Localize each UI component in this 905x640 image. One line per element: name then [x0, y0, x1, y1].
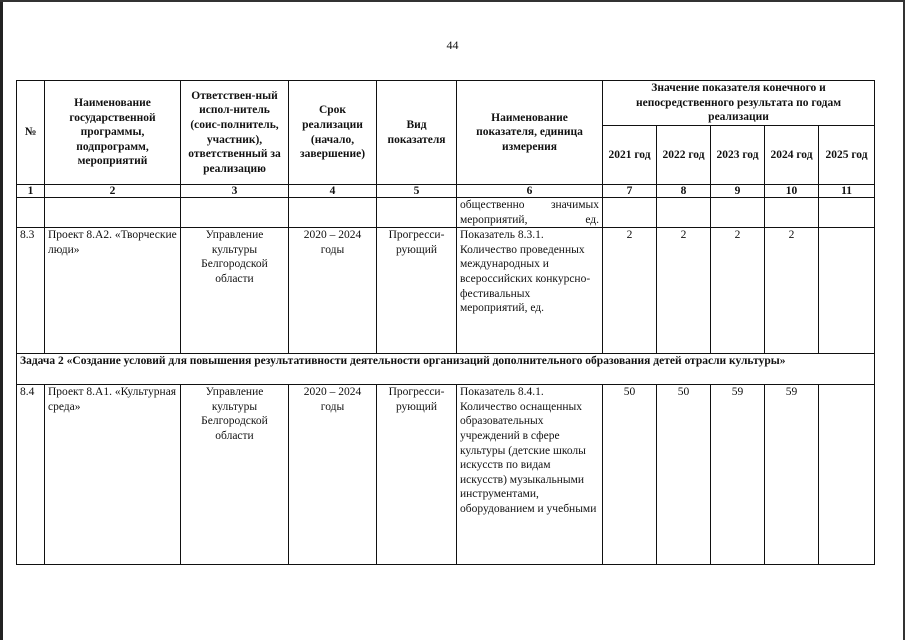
- row-value: [819, 228, 875, 354]
- row-value: 2: [657, 228, 711, 354]
- row-value: 2: [765, 228, 819, 354]
- row-executor: Управление культуры Белгородской области: [181, 228, 289, 354]
- header-executor: Ответствен-ный испол-нитель (соис-полнитель, участник), ответственный за реализацию: [181, 81, 289, 185]
- row-executor: Управление культуры Белгородской области: [181, 385, 289, 565]
- header-year: 2021 год: [603, 126, 657, 185]
- row-value: 2: [603, 228, 657, 354]
- column-number: 2: [45, 185, 181, 198]
- row-value: 50: [603, 385, 657, 565]
- row-type: Прогресси-рующий: [377, 228, 457, 354]
- row-num: 8.4: [17, 385, 45, 565]
- row-program: Проект 8.А1. «Культурная среда»: [45, 385, 181, 565]
- column-number: 7: [603, 185, 657, 198]
- page-number: 44: [446, 38, 459, 52]
- column-number: 9: [711, 185, 765, 198]
- header-year: 2025 год: [819, 126, 875, 185]
- header-indicator: Наименование показателя, единица измерения: [457, 81, 603, 185]
- column-number: 11: [819, 185, 875, 198]
- row-value: 59: [711, 385, 765, 565]
- row-value: 2: [711, 228, 765, 354]
- table-row: [17, 228, 875, 354]
- task-title: Задача 2 «Создание условий для повышения результативности деятельности организаций дополнительного образования детей отрасли культуры»: [17, 354, 875, 385]
- header-period: Срок реализации (начало, завершение): [289, 81, 377, 185]
- scan-edge-left: [0, 0, 3, 640]
- header-program: Наименование государственной программы, подпрограмм, мероприятий: [45, 81, 181, 185]
- header-num: №: [17, 81, 45, 185]
- row-period: 2020 – 2024 годы: [289, 228, 377, 354]
- header-year: 2023 год: [711, 126, 765, 185]
- row-period: 2020 – 2024 годы: [289, 385, 377, 565]
- indicators-table: [16, 80, 875, 565]
- column-number-row: [17, 185, 875, 198]
- column-number: 6: [457, 185, 603, 198]
- header-type: Вид показателя: [377, 81, 457, 185]
- header-year: 2024 год: [765, 126, 819, 185]
- column-number: 3: [181, 185, 289, 198]
- scan-edge-top: [0, 0, 905, 2]
- table-row: [17, 385, 875, 565]
- row-program: Проект 8.А2. «Творческие люди»: [45, 228, 181, 354]
- column-number: 8: [657, 185, 711, 198]
- row-value: [819, 385, 875, 565]
- column-number: 5: [377, 185, 457, 198]
- continuation-row: [17, 198, 875, 228]
- row-value: 59: [765, 385, 819, 565]
- row-indicator: Показатель 8.3.1. Количество проведенных международных и всероссийских конкурсно-фестивальных мероприятий, ед.: [457, 228, 603, 354]
- column-number: 4: [289, 185, 377, 198]
- continuation-text: общественно значимых мероприятий, ед.: [457, 198, 603, 228]
- row-value: 50: [657, 385, 711, 565]
- header-values-group: Значение показателя конечного и непосредственного результата по годам реализации: [603, 81, 875, 126]
- row-indicator: Показатель 8.4.1. Количество оснащенных образовательных учреждений в сфере культуры (детские школы искусств по видам искусств) музыкальными инструментами, оборудованием и учебными: [457, 385, 603, 565]
- row-type: Прогресси-рующий: [377, 385, 457, 565]
- row-num: 8.3: [17, 228, 45, 354]
- column-number: 1: [17, 185, 45, 198]
- column-number: 10: [765, 185, 819, 198]
- task-row: [17, 354, 875, 385]
- header-year: 2022 год: [657, 126, 711, 185]
